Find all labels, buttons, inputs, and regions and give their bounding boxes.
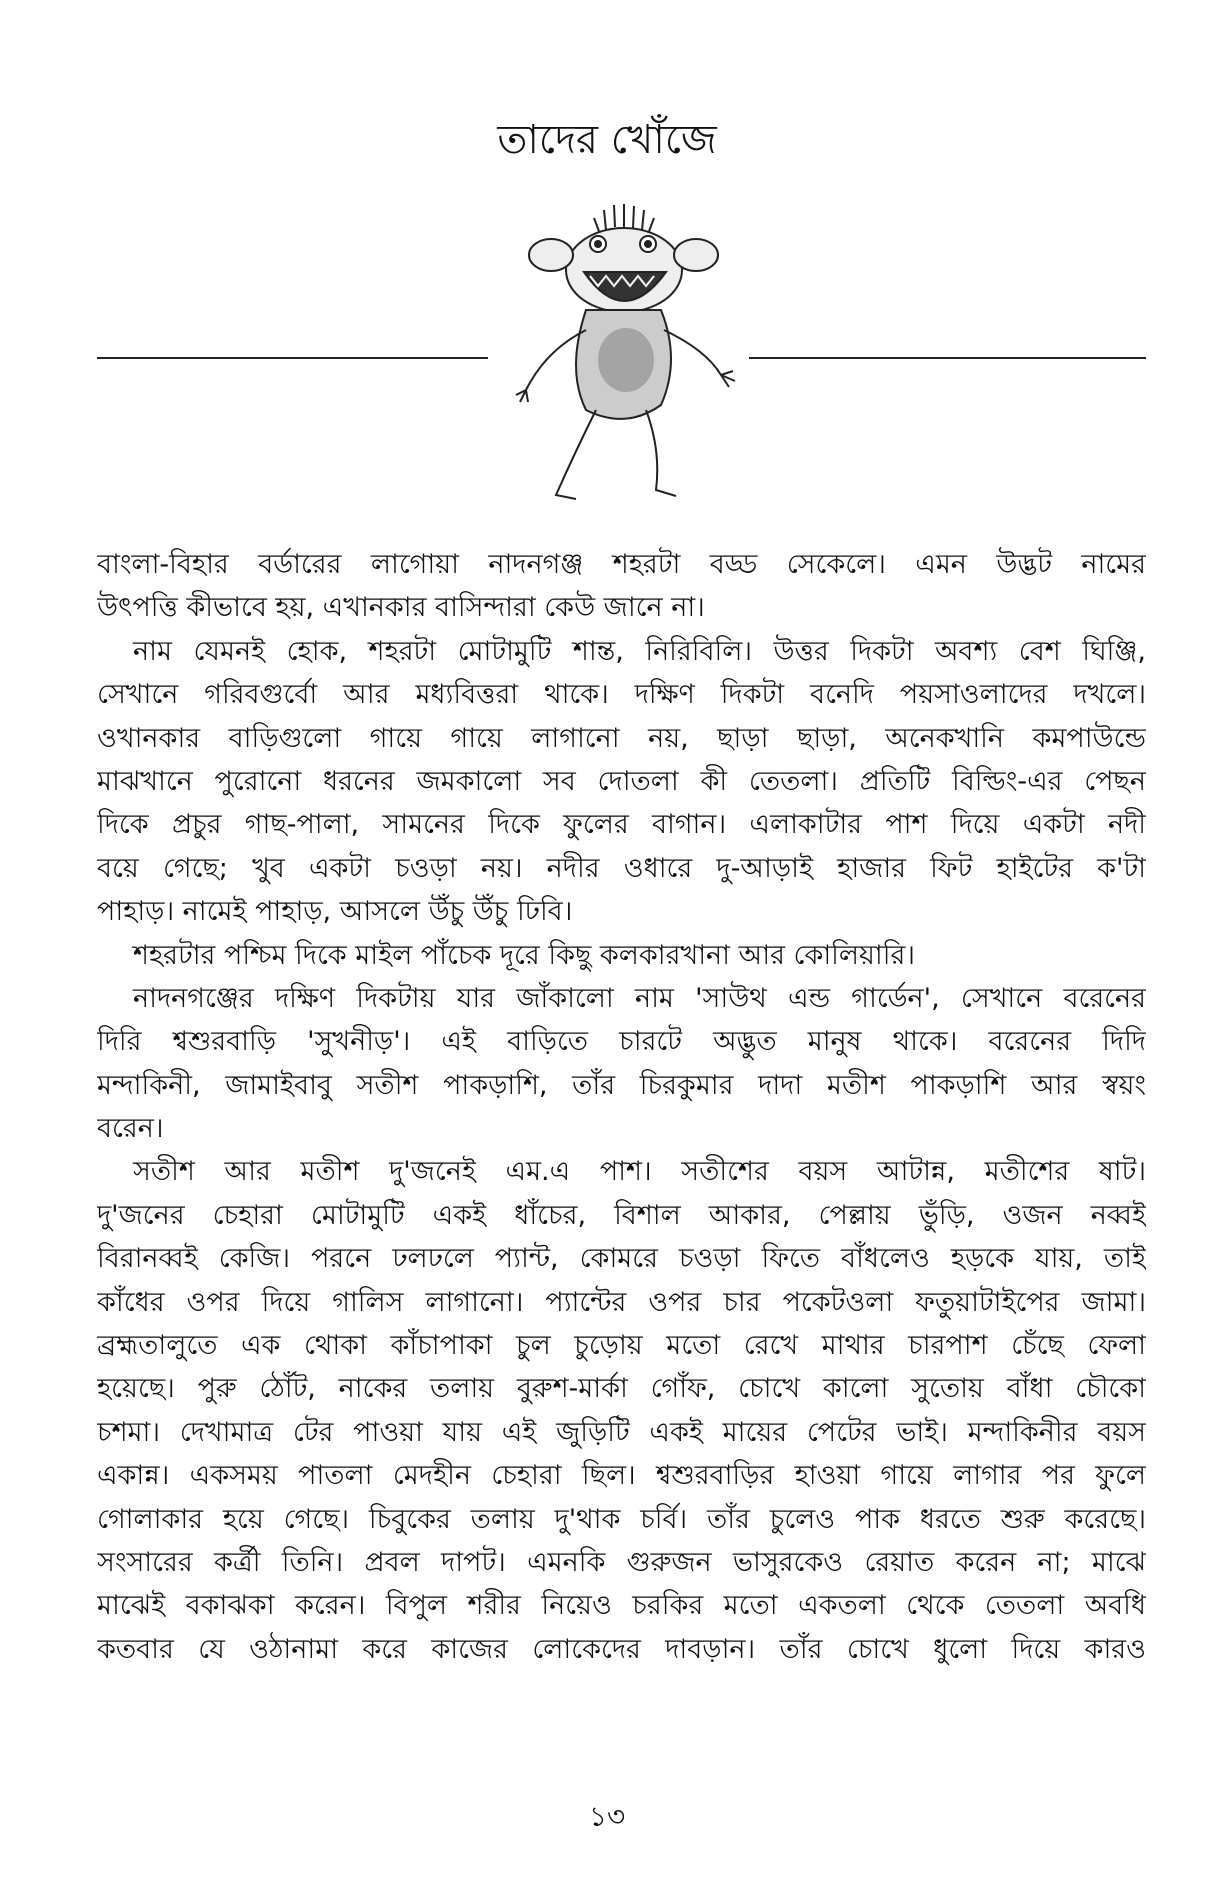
text-line: দিরি শ্বশুরবাড়ি 'সুখনীড়'। এই বাড়িতে চারটে অদ্ভুত মানুষ থাকে। বরেনের দিদি — [97, 1026, 1146, 1058]
page-number: ১৩ — [588, 1800, 626, 1833]
text-line: বিরানব্বই কেজি। পরনে ঢলঢলে প্যান্ট, কোমরে চওড়া ফিতে বাঁধলেও হড়কে যায়, তাই — [97, 1243, 1146, 1275]
text-line: নাম যেমনই হোক, শহরটা মোটামুটি শান্ত, নিরিবিলি। উত্তর দিকটা অবশ্য বেশ ঘিঞ্জি, — [133, 635, 1146, 667]
text-line: দিকে প্রচুর গাছ-পালা, সামনের দিকে ফুলের বাগান। এলাকাটার পাশ দিয়ে একটা নদী — [97, 809, 1146, 841]
text-line: ওখানকার বাড়িগুলো গায়ে গায়ে লাগানো নয়, ছাড়া ছাড়া, অনেকখানি কমপাউন্ডে — [97, 722, 1146, 754]
text-line: মাঝখানে পুরোনো ধরনের জমকালো সব দোতলা কী তেতলা। প্রতিটি বিল্ডিং-এর পেছন — [97, 765, 1146, 797]
divider-left — [97, 357, 488, 359]
text-line: বাংলা-বিহার বর্ডারের লাগোয়া নাদনগঞ্জ শহরটা বড্ড সেকেলে। এমন উদ্ভট নামের — [97, 549, 1146, 580]
text-line: নাদনগঞ্জের দক্ষিণ দিকটায় যার জাঁকালো নাম 'সাউথ এন্ড গার্ডেন', সেখানে বরেনের — [133, 982, 1146, 1014]
text-line: হয়েছে। পুরু ঠোঁট, নাকের তলায় বুরুশ-মার্কা গোঁফ, চোখে কালো সুতোয় বাঁধা চৌকো — [97, 1373, 1146, 1405]
text-line: মাঝেই বকাঝকা করেন। বিপুল শরীর নিয়েও চরকির মতো একতলা থেকে তেতলা অবধি — [97, 1590, 1146, 1622]
text-line: শহরটার পশ্চিম দিকে মাইল পাঁচেক দূরে কিছু কলকারখানা আর কোলিয়ারি। — [133, 939, 915, 971]
text-line: সতীশ আর মতীশ দু'জনেই এম.এ পাশ। সতীশের বয়স আটান্ন, মতীশের ষাট। — [133, 1156, 1146, 1188]
text-line: মন্দাকিনী, জামাইবাবু সতীশ পাকড়াশি, তাঁর চিরকুমার দাদা মতীশ পাকড়াশি আর স্বয়ং — [97, 1069, 1146, 1101]
text-line: একান্ন। একসময় পাতলা মেদহীন চেহারা ছিল। শ্বশুরবাড়ির হাওয়া গায়ে লাগার পর ফুলে — [97, 1460, 1146, 1492]
text-line: সংসারের কর্ত্রী তিনি। প্রবল দাপট। এমনকি গুরুজন ভাসুরকেও রেয়াত করেন না; মাঝে — [97, 1546, 1146, 1578]
text-line: দু'জনের চেহারা মোটামুটি একই ধাঁচের, বিশাল আকার, পেল্লায় ভুঁড়ি, ওজন নব্বই — [97, 1199, 1146, 1231]
monster-illustration — [486, 200, 762, 506]
body-text — [97, 543, 1146, 1671]
text-line: বরেন। — [97, 1113, 164, 1145]
text-line: ব্রহ্মতালুতে এক থোকা কাঁচাপাকা চুল চুড়োয় মতো রেখে মাথার চারপাশ চেঁছে ফেলা — [97, 1330, 1146, 1362]
text-line: কতবার যে ওঠানামা করে কাজের লোকেদের দাবড়ান। তাঁর চোখে ধুলো দিয়ে কারও — [97, 1633, 1146, 1665]
text-line: বয়ে গেছে; খুব একটা চওড়া নয়। নদীর ওধারে দু-আড়াই হাজার ফিট হাইটের ক'টা — [97, 852, 1146, 884]
text-line: চশমা। দেখামাত্র টের পাওয়া যায় এই জুড়িটি একই মায়ের পেটের ভাই। মন্দাকিনীর বয়স — [97, 1416, 1146, 1448]
chapter-title: তাদের খোঁজে — [497, 117, 717, 163]
text-line: কাঁধের ওপর দিয়ে গালিস লাগানো। প্যান্টের ওপর চার পকেটওলা ফতুয়াটাইপের জামা। — [97, 1286, 1146, 1318]
text-line: সেখানে গরিবগুর্বো আর মধ্যবিত্তরা থাকে। দক্ষিণ দিকটা বনেদি পয়সাওলাদের দখলে। — [97, 679, 1146, 711]
text-line: গোলাকার হয়ে গেছে। চিবুকের তলায় দু'থাক চর্বি। তাঁর চুলেও পাক ধরতে শুরু করেছে। — [97, 1503, 1146, 1535]
text-line: উৎপত্তি কীভাবে হয়, এখানকার বাসিন্দারা কেউ জানে না। — [97, 592, 705, 624]
divider-right — [749, 357, 1146, 359]
text-line: পাহাড়। নামেই পাহাড়, আসলে উঁচু উঁচু ঢিবি। — [97, 896, 573, 928]
